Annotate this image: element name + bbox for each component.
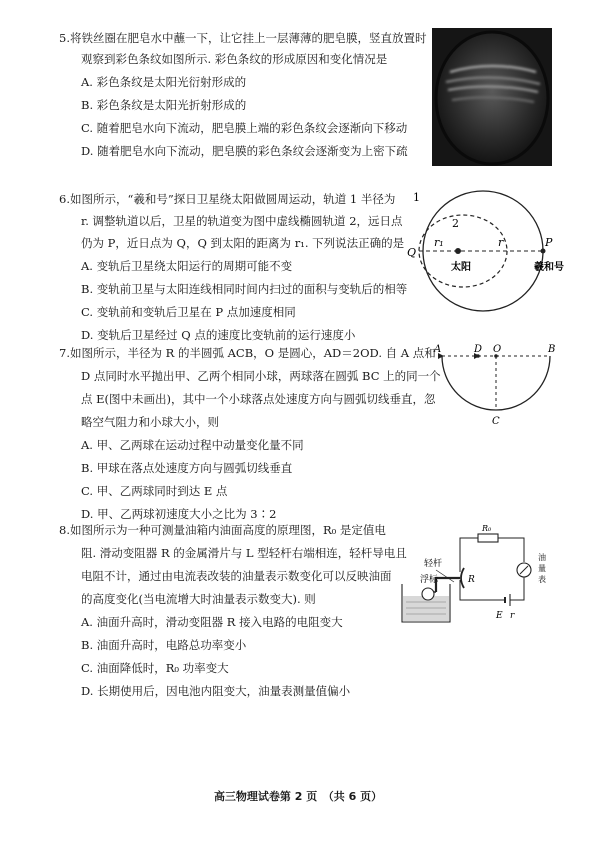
q7-stem-line2: D 点同时水平抛出甲、乙两个相同小球，两球落在圆弧 BC 上的同一个 [81,369,441,383]
q8-stem-line3: 电阻不计，通过由电流表改装的油量表示数变化可以反映油面 [81,569,392,583]
satellite-label: 羲和号 [534,262,564,273]
page-footer: 高三物理试卷第 2 页 （共 6 页） [213,790,383,803]
q6-option-a: A. 变轨后卫星绕太阳运行的周期可能不变 [81,259,293,273]
q5-option-a: A. 彩色条纹是太阳光衍射形成的 [81,75,247,89]
gauge-label-2: 量 [538,564,546,573]
r0-label: R₀ [482,524,492,533]
q8-stem-line2: 阻. 滑动变阻器 R 的金属滑片与 L 型轻杆右端相连，轻杆导电且 [81,546,407,560]
point-q-label: Q [407,246,417,259]
q8-option-d: D. 长期使用后，因电池内阻变大，油量表测量值偏小 [81,684,351,698]
satellite-dot [541,249,546,254]
light-rod [436,578,460,592]
orbit-1-label: 1 [413,191,420,204]
resistor-r-label: R [468,575,475,585]
q5-stem-line1: 5.将铁丝圈在肥皂水中蘸一下，让它挂上一层薄薄的肥皂膜，竖直放置时 [59,31,427,45]
q6-stem-line3: 仍为 P，近日点为 Q，Q 到太阳的距离为 r₁. 下列说法正确的是 [81,236,405,250]
orbit-diagram [400,186,580,336]
q7-stem-line1: 7.如图所示，半径为 R 的半圆弧 ACB，O 是圆心，AD＝2OD. 自 A 点和 [59,346,436,360]
r-label: r [498,236,504,249]
r1-label: r₁ [434,236,444,249]
oil-gauge-circuit [398,522,580,630]
float-label: 浮标 [420,575,439,585]
orbit-2-label: 2 [452,217,459,230]
q7-option-d: D. 甲、乙两球初速度大小之比为 3∶2 [81,507,277,521]
gauge-label-1: 油 [538,553,546,562]
gauge-label-3: 表 [538,575,546,584]
q6-stem-line1: 6.如图所示，“羲和号”探日卫星绕太阳做圆周运动，轨道 1 半径为 [59,192,396,206]
r0-resistor [478,534,498,542]
point-d-label: D [474,344,483,355]
q5-stem-line2: 观察到彩色条纹如图所示. 彩色条纹的形成原因和变化情况是 [81,52,388,66]
point-b-label: B [548,344,556,355]
q7-stem-line4: 略空气阻力和小球大小，则 [81,415,219,429]
point-o-label: O [493,344,502,355]
rod-label: 轻杆 [424,559,443,569]
q5-option-b: B. 彩色条纹是太阳光折射形成的 [81,98,247,112]
point-c-label: C [492,416,500,427]
q7-option-a: A. 甲、乙两球在运动过程中动量变化量不同 [81,438,304,452]
soap-film-photo [432,28,552,166]
q8-option-b: B. 油面升高时，电路总功率变小 [81,638,247,652]
point-p-label: P [545,236,553,249]
internal-r-label: r [510,611,515,621]
emf-e-label: E [496,611,503,621]
point-a-label: A [434,344,442,355]
q8-stem-line1: 8.如图所示为一种可测量油箱内油面高度的原理图，R₀ 是定值电 [59,523,386,537]
variable-resistor [461,568,464,588]
float-ball [422,588,434,600]
q6-option-d: D. 变轨后卫星经过 Q 点的速度比变轨前的运行速度小 [81,328,356,342]
q8-option-c: C. 油面降低时，R₀ 功率变大 [81,661,229,675]
q7-stem-line3: 点 E(图中未画出)，其中一个小球落点处速度方向与圆弧切线垂直，忽 [81,392,436,406]
semicircle-diagram [430,342,570,442]
sun-label: 太阳 [451,262,471,273]
q6-option-c: C. 变轨前和变轨后卫星在 P 点加速度相同 [81,305,296,319]
q7-option-c: C. 甲、乙两球同时到达 E 点 [81,484,228,498]
q5-option-d: D. 随着肥皂水向下流动，肥皂膜的彩色条纹会逐渐变为上密下疏 [81,144,408,158]
q6-stem-line2: r. 调整轨道以后，卫星的轨道变为图中虚线椭圆轨道 2，远日点 [81,214,403,228]
q8-stem-line4: 的高度变化(当电流增大时油量表示数变大). 则 [81,592,316,606]
q8-option-a: A. 油面升高时，滑动变阻器 R 接入电路的电阻变大 [81,615,343,629]
q7-option-b: B. 甲球在落点处速度方向与圆弧切线垂直 [81,461,293,475]
q5-option-c: C. 随着肥皂水向下流动，肥皂膜上端的彩色条纹会逐渐向下移动 [81,121,408,135]
sun-dot [455,248,461,254]
q6-option-b: B. 变轨前卫星与太阳连线相同时间内扫过的面积与变轨后的相等 [81,282,408,296]
